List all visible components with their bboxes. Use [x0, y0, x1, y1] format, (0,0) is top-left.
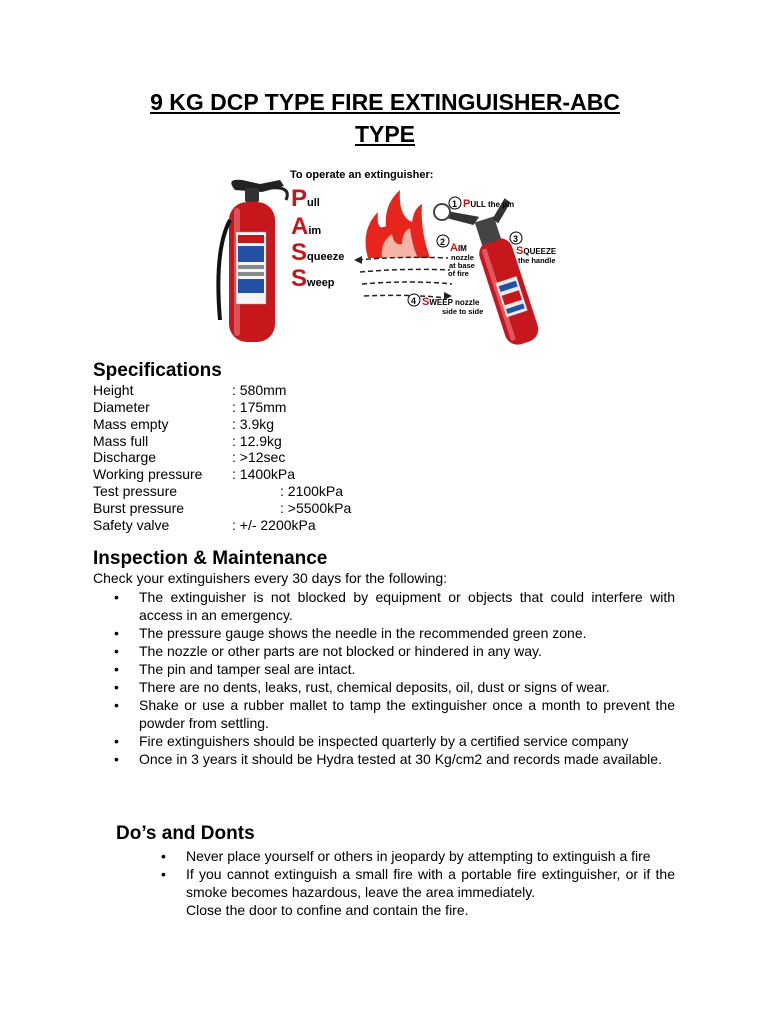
list-item-continuation: Close the door to confine and contain the fire. [186, 902, 469, 918]
list-item: • The pin and tamper seal are intact. [114, 661, 356, 677]
spec-value: : >12sec [232, 449, 286, 465]
pass-illustration [200, 160, 562, 350]
spec-value: : 12.9kg [232, 433, 282, 449]
list-item: • The pressure gauge shows the needle in the recommended green zone. [114, 625, 587, 641]
pass-a: Aim [291, 213, 322, 240]
svg-text:2: 2 [440, 237, 446, 247]
svg-text:3: 3 [513, 234, 519, 244]
list-item: • There are no dents, leaks, rust, chemical deposits, oil, dust or signs of wear. [114, 679, 610, 695]
list-item: • The nozzle or other parts are not blocked or hindered in any way. [114, 643, 542, 659]
page-title [90, 86, 680, 150]
large-extinguisher-icon [218, 180, 287, 342]
list-item: • Fire extinguishers should be inspected quarterly by a certified service company [114, 733, 629, 749]
pass-s2: Sweep [291, 265, 335, 292]
spec-value: : 1400kPa [232, 466, 296, 482]
svg-text:side to side: side to side [442, 307, 484, 316]
dos-list [161, 847, 675, 919]
spec-row: Diameter [93, 399, 150, 415]
title-line-1: 9 KG DCP TYPE FIRE EXTINGUISHER-ABC [150, 89, 620, 115]
list-item: • If you cannot extinguish a small fire with a portable fire extinguisher, or if the smoke becomes hazardous, leave the area immediately. [161, 866, 675, 900]
svg-text:PULL the pin: PULL the pin [463, 198, 515, 210]
list-item: • The extinguisher is not blocked by equipment or objects that could interfere with access in an emergency. [114, 589, 675, 623]
svg-text:4: 4 [411, 296, 417, 306]
svg-text:1: 1 [452, 199, 458, 209]
spec-row: Safety valve [93, 517, 170, 533]
spec-row: Working pressure [93, 466, 203, 482]
spec-value: : 175mm [232, 399, 287, 415]
inspection-intro: Check your extinguishers every 30 days for the following: [93, 570, 448, 586]
spec-row: Discharge [93, 449, 157, 465]
svg-text:AIM: AIM [450, 242, 467, 254]
inspection-heading: Inspection & Maintenance [93, 548, 328, 569]
spec-row: Test pressure [93, 483, 178, 499]
spec-row: Mass empty [93, 416, 169, 432]
spec-value: : +/- 2200kPa [232, 517, 316, 533]
svg-text:of fire: of fire [448, 269, 469, 278]
spec-value: : 2100kPa [280, 483, 344, 499]
pass-s1: Squeeze [291, 239, 345, 266]
spec-row: Mass full [93, 433, 149, 449]
svg-text:SQUEEZE: SQUEEZE [516, 245, 557, 257]
inspection-list [114, 588, 675, 768]
list-item: • Shake or use a rubber mallet to tamp the extinguisher once a month to prevent the powder from settling. [114, 697, 675, 731]
flame-icon [366, 190, 430, 258]
list-item: • Never place yourself or others in jeopardy by attempting to extinguish a fire [161, 848, 651, 864]
pass-p: Pull [291, 185, 320, 212]
svg-text:the handle: the handle [518, 256, 556, 265]
figure-heading: To operate an extinguisher: [290, 169, 434, 181]
spec-value: : >5500kPa [280, 500, 352, 516]
spec-row: Burst pressure [93, 500, 185, 516]
spec-row: Height [93, 382, 134, 398]
spec-value: : 3.9kg [232, 416, 275, 432]
specifications-heading: Specifications [93, 360, 222, 381]
spec-value: : 580mm [232, 382, 287, 398]
svg-text:nozzle: nozzle [451, 253, 474, 262]
svg-text:at base: at base [449, 261, 475, 270]
title-line-2: TYPE [354, 121, 416, 147]
list-item: • Once in 3 years it should be Hydra tested at 30 Kg/cm2 and records made available. [114, 751, 662, 767]
svg-text:SWEEP nozzle: SWEEP nozzle [422, 296, 480, 308]
dos-and-donts-heading: Do’s and Donts [116, 823, 255, 844]
